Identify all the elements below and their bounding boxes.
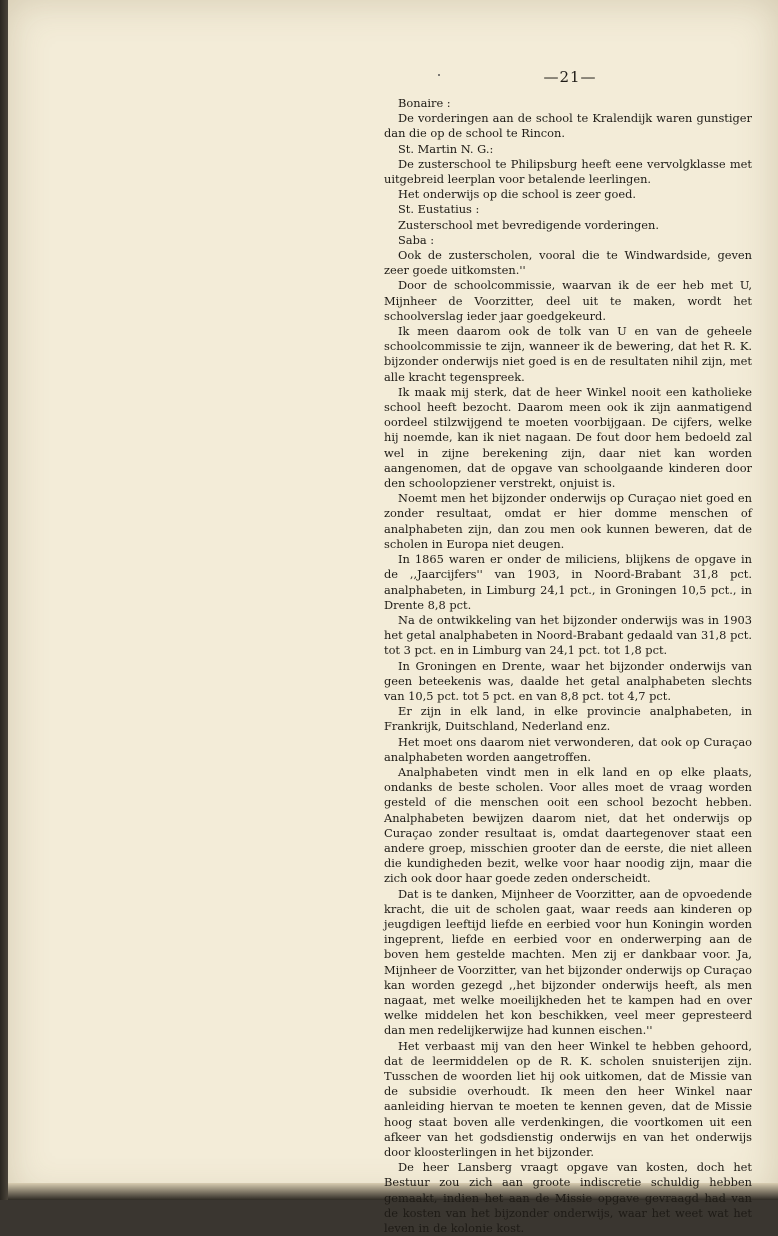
paragraph: Ik meen daarom ook de tolk van U en van de geheele schoolcommissie te zijn, wanneer ik de bewering, dat het R. K. bijzonder onderwijs niet goed is en de resultaten nihil zijn, met alle kracht tegenspreek.: [384, 324, 752, 384]
paragraph: St. Martin N. G.:: [398, 141, 494, 156]
ink-speck: [438, 74, 440, 76]
body-text: [384, 96, 752, 1236]
paragraph: Ook de zusterscholen, vooral die te Windwardside, geven zeer goede uitkomsten.'': [384, 248, 752, 278]
paragraph: In 1865 waren er onder de miliciens, blijkens de opgave in de ,,Jaarcijfers'' van 1903, in Noord-Brabant 31,8 pct. analphabeten, in Limburg 24,1 pct., in Groningen 10,5 pct., in Drente 8,8 pct.: [384, 552, 752, 612]
paragraph: In Groningen en Drente, waar het bijzonder onderwijs van geen beteekenis was, daalde het getal analphabeten slechts van 10,5 pct. tot 5 pct. en van 8,8 pct. tot 4,7 pct.: [384, 658, 752, 703]
paragraph: De vorderingen aan de school te Kralendijk waren gunstiger dan die op de school te Rincon.: [384, 111, 752, 141]
paragraph: Zusterschool met bevredigende vorderingen.: [398, 217, 659, 232]
paragraph: Saba :: [398, 232, 435, 247]
paragraph: Dat is te danken, Mijnheer de Voorzitter, aan de opvoedende kracht, die uit de scholen gaat, waar reeds aan kinderen op jeugdigen leeftijd liefde en eerbied voor hun Koningin worden ingeprent, liefde en eerbied voor en onderwerping aan de boven hem gestelde machten. Men zij er dankbaar voor. Ja, Mijnheer de Voorzitter, van het bijzonder onderwijs op Curaçao kan worden gezegd ,,het bijzonder onderwijs heeft, als men nagaat, met welke moeilijkheden het te kampen had en over welke middelen het kon beschikken, veel meer gepresteerd dan men redelijkerwijze had kunnen eischen.'': [384, 886, 752, 1038]
paragraph: Noemt men het bijzonder onderwijs op Curaçao niet goed en zonder resultaat, omdat er hier domme menschen of analphabeten zijn, dan zou men ook kunnen beweren, dat de scholen in Europa niet deugen.: [384, 491, 752, 551]
scan-left-shadow: [0, 0, 8, 1200]
paragraph: Er zijn in elk land, in elke provincie analphabeten, in Frankrijk, Duitschland, Nederland enz.: [384, 704, 752, 734]
paragraph: Ik maak mij sterk, dat de heer Winkel nooit een katholieke school heeft bezocht. Daarom meen ook ik zijn aanmatigend oordeel stilzwijgend te moeten voorbijgaan. De cijfers, welke hij noemde, kan ik niet nagaan. De fout door hem bedoeld zal wel in zijne berekening zijn, daar niet kan worden aangenomen, dat de opgave van schoolgaande kinderen door den schoolopziener verstrekt, onjuist is.: [384, 384, 752, 491]
paragraph: Het verbaast mij van den heer Winkel te hebben gehoord, dat de leermiddelen op de R. K. scholen snuisterijen zijn. Tusschen de woorden liet hij ook uitkomen, dat de Missie van de subsidie overhoudt. Ik meen den heer Winkel naar aanleiding hiervan te moeten te kennen geven, dat de Missie hoog staat boven alle verdenkingen, die voortkomen uit een afkeer van het godsdienstig onderwijs en van het onderwijs door kloosterlingen in het bijzonder.: [384, 1038, 752, 1160]
paragraph: Het onderwijs op die school is zeer goed.: [398, 187, 637, 202]
paragraph: Het moet ons daarom niet verwonderen, dat ook op Curaçao analphabeten worden aangetroffen.: [384, 734, 752, 764]
paragraph: De zusterschool te Philipsburg heeft eene vervolgklasse met uitgebreid leerplan voor betalende leerlingen.: [384, 156, 752, 187]
paragraph: De heer Lansberg vraagt opgave van kosten, doch het Bestuur zou zich aan groote indiscretie schuldig hebben gemaakt, indien het aan de Missie opgave gevraagd had van de kosten van het bijzonder onderwijs, waar het weet wat het leven in de kolonie kost.: [384, 1160, 752, 1236]
paragraph: Bonaire :: [398, 96, 451, 110]
paragraph: Analphabeten vindt men in elk land en op elke plaats, ondanks de beste scholen. Voor alles moet de vraag worden gesteld of die menschen ooit een school bezocht hebben. Analphabeten bewijzen daarom niet, dat het onderwijs op Curaçao zonder resultaat is, omdat daartegenover staat een andere groep, misschien grooter dan de eerste, die niet alleen die kundigheden bezit, welke voor haar noodig zijn, maar die zich ook door haar goede zeden onderscheidt.: [384, 764, 752, 886]
paragraph: St. Eustatius :: [398, 202, 480, 217]
paragraph: Na de ontwikkeling van het bijzonder onderwijs was in 1903 het getal analphabeten in Noord-Brabant gedaald van 31,8 pct. tot 3 pct. en in Limburg van 24,1 pct. tot 1,8 pct.: [384, 612, 752, 658]
page-number: —21—: [543, 68, 597, 86]
paragraph: Door de schoolcommissie, waarvan ik de eer heb met U, Mijnheer de Voorzitter, deel uit te maken, wordt het schoolverslag ieder jaar goedgekeurd.: [384, 278, 752, 323]
